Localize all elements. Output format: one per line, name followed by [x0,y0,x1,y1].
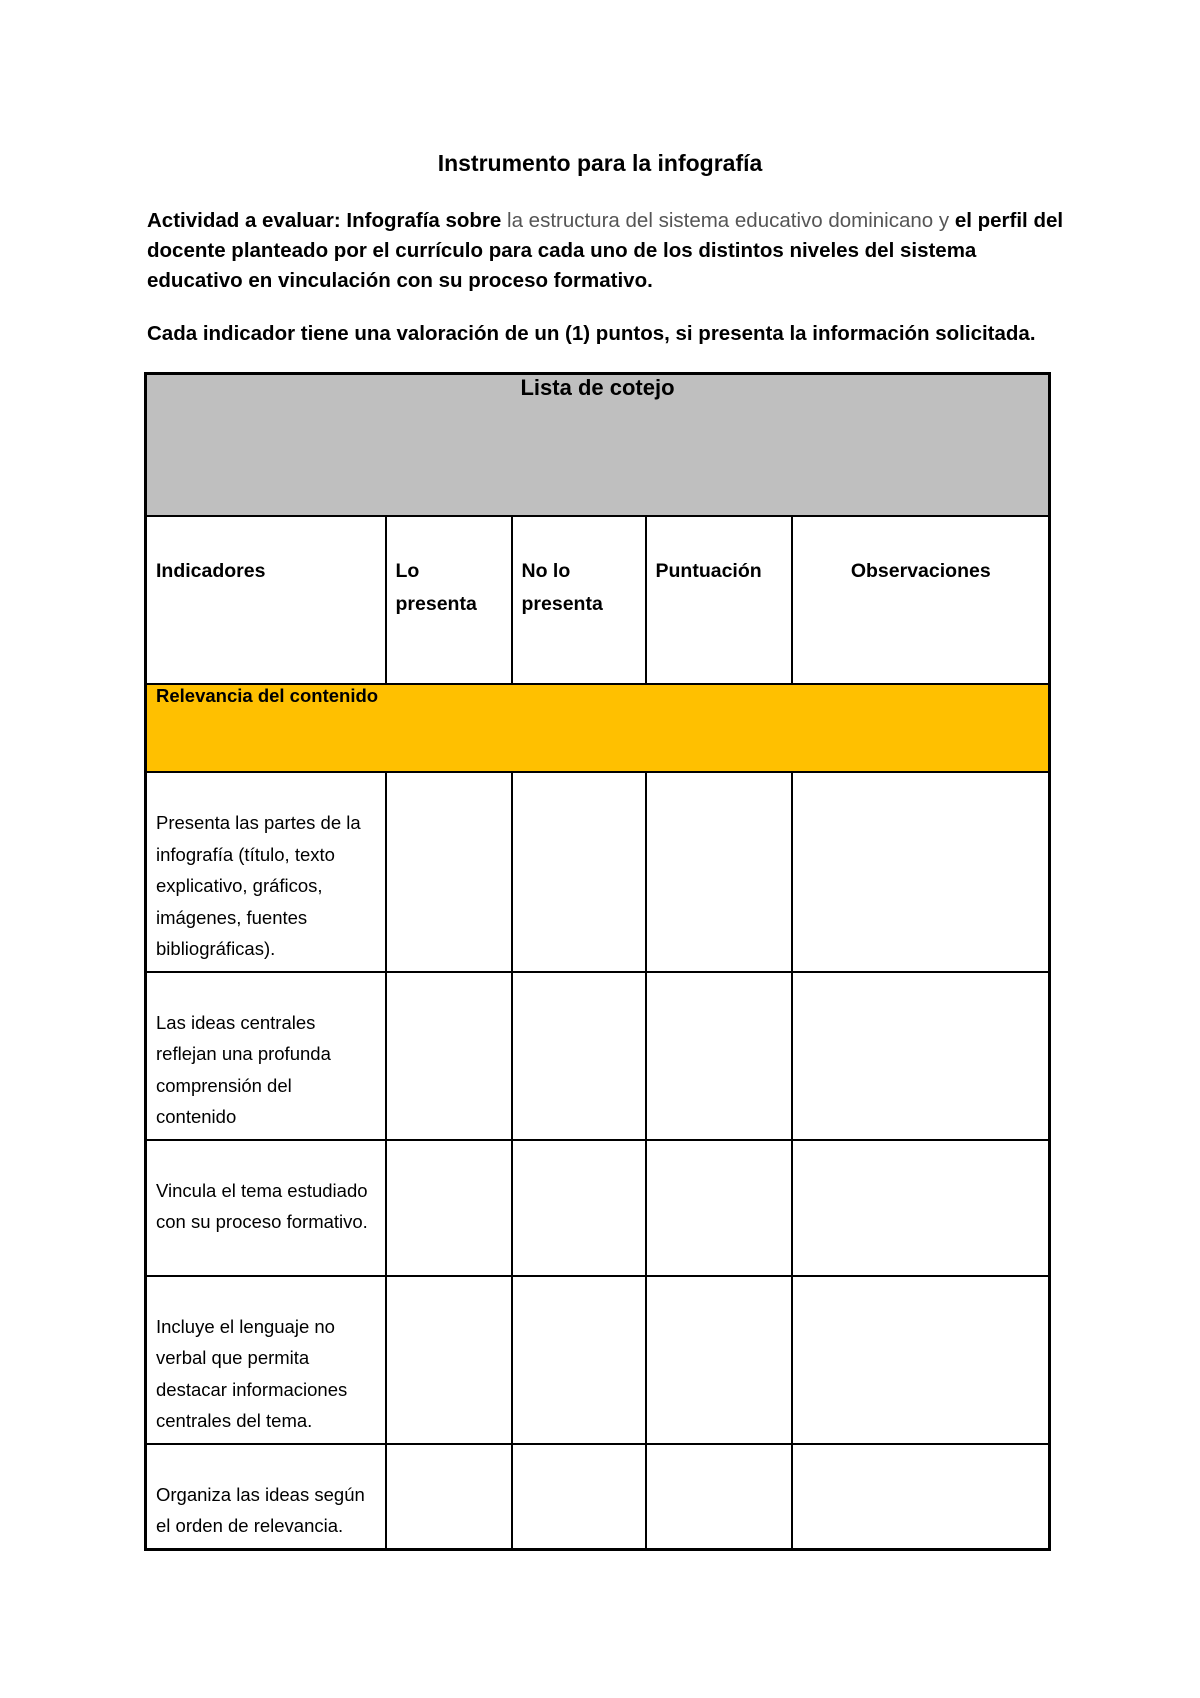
lo-presenta-cell[interactable] [386,972,512,1140]
section-title: Relevancia del contenido [146,684,1050,772]
scoring-note: Cada indicador tiene una valoración de un (1) puntos, si presenta la información solicitada. [147,322,1036,345]
indicator-cell: Vincula el tema estudiado con su proceso formativo. [146,1140,386,1276]
table-caption: Lista de cotejo [146,374,1050,517]
observaciones-cell[interactable] [792,772,1050,972]
table-row [146,772,1050,972]
column-header-indicadores: Indicadores [146,516,386,684]
no-lo-presenta-cell[interactable] [512,1276,646,1444]
checklist-table [144,372,1051,1551]
observaciones-cell[interactable] [792,1140,1050,1276]
no-lo-presenta-cell[interactable] [512,1140,646,1276]
section-row [146,684,1050,772]
column-header-lo-presenta: Lo presenta [386,516,512,684]
puntuacion-cell[interactable] [646,1444,792,1550]
lo-presenta-cell[interactable] [386,772,512,972]
activity-description [147,206,1077,296]
document-title: Instrumento para la infografía [437,150,763,176]
puntuacion-cell[interactable] [646,972,792,1140]
observaciones-cell[interactable] [792,1444,1050,1550]
indicator-cell: Presenta las partes de la infografía (título, texto explicativo, gráficos, imágenes, fuentes bibliográficas). [146,772,386,972]
no-lo-presenta-cell[interactable] [512,1444,646,1550]
indicator-cell: Incluye el lenguaje no verbal que permita destacar informaciones centrales del tema. [146,1276,386,1444]
observaciones-cell[interactable] [792,972,1050,1140]
column-header-row [146,516,1050,684]
indicator-cell: Organiza las ideas según el orden de relevancia. [146,1444,386,1550]
indicator-cell: Las ideas centrales reflejan una profunda comprensión del contenido [146,972,386,1140]
puntuacion-cell[interactable] [646,1276,792,1444]
activity-text-1: Infografía sobre [340,209,508,232]
no-lo-presenta-cell[interactable] [512,772,646,972]
lo-presenta-cell[interactable] [386,1140,512,1276]
table-caption-row [146,374,1050,517]
table-row [146,1444,1050,1550]
puntuacion-cell[interactable] [646,772,792,972]
column-header-no-lo-presenta: No lo presenta [512,516,646,684]
activity-label: Actividad a evaluar: [147,209,341,232]
activity-text-3: el perfil del docente planteado por el currículo para cada uno de los distintos niveles del sistema educativo en vinculación con su proceso formativo. [147,209,1064,292]
lo-presenta-cell[interactable] [386,1276,512,1444]
column-header-puntuacion: Puntuación [646,516,792,684]
table-row [146,1140,1050,1276]
puntuacion-cell[interactable] [646,1140,792,1276]
table-row [146,972,1050,1140]
lo-presenta-cell[interactable] [386,1444,512,1550]
activity-text-2: la estructura del sistema educativo dominicano y [507,209,950,232]
no-lo-presenta-cell[interactable] [512,972,646,1140]
column-header-observaciones: Observaciones [792,516,1050,684]
table-row [146,1276,1050,1444]
observaciones-cell[interactable] [792,1276,1050,1444]
